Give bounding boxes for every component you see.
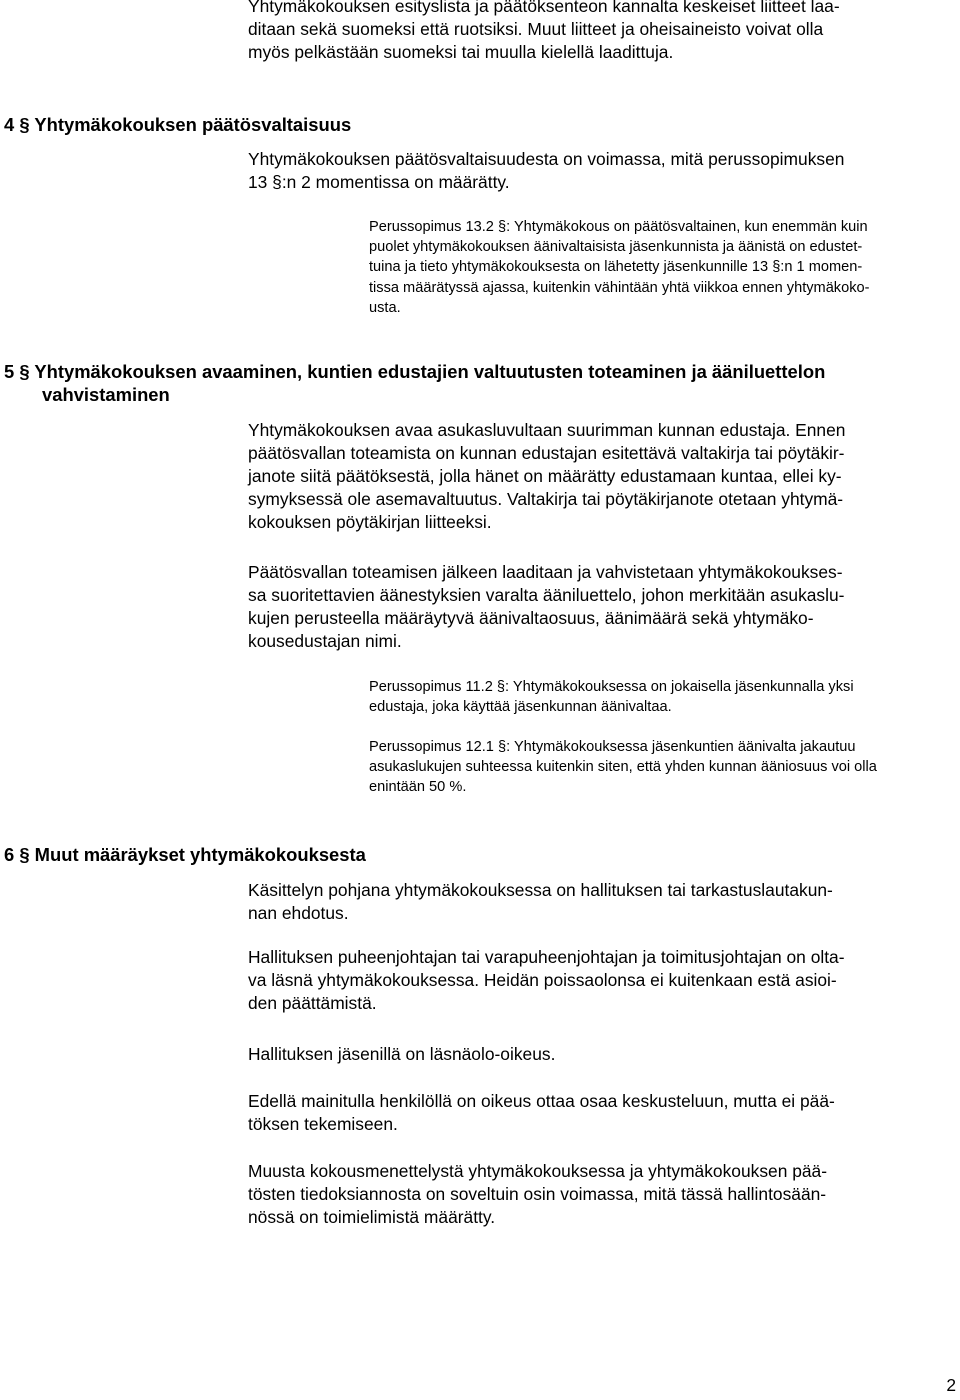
section-6-paragraph-3: [248, 1043, 960, 1066]
section-6-paragraph-5: [248, 1160, 960, 1229]
text-line: janote siitä päätöksestä, jolla hänet on määrätty edustamaan kuntaa, ellei ky-: [248, 466, 842, 486]
text-line: sa suoritettavien äänestyksien varalta ääniluettelo, johon merkitään asukaslu-: [248, 585, 845, 605]
section-4-quote: [369, 217, 960, 318]
text-line: symyksessä ole asemavaltuutus. Valtakirja tai pöytäkirjanote otetaan yhtymä-: [248, 489, 844, 509]
text-line: tuina ja tieto yhtymäkokouksesta on lähetetty jäsenkunnille 13 §:n 1 momen-: [369, 259, 863, 276]
text-line: Perussopimus 11.2 §: Yhtymäkokouksessa on jokaisella jäsenkunnalla yksi: [369, 679, 854, 695]
text-line: kokouksen pöytäkirjan liitteeksi.: [248, 512, 492, 532]
text-line: usta.: [369, 299, 401, 316]
text-line: kousedustajan nimi.: [248, 631, 402, 651]
text-line: Käsittelyn pohjana yhtymäkokouksessa on hallituksen tai tarkastuslautakun-: [248, 880, 833, 900]
text-line: Yhtymäkokouksen päätösvaltaisuudesta on voimassa, mitä perussopimuksen: [248, 149, 845, 169]
section-4-heading: 4 § Yhtymäkokouksen päätösvaltaisuus: [4, 114, 352, 135]
text-line: Päätösvallan toteamisen jälkeen laaditaan ja vahvistetaan yhtymäkokoukses-: [248, 562, 843, 582]
page-number: 2: [946, 1375, 956, 1395]
text-line: Edellä mainitulla henkilöllä on oikeus ottaa osaa keskusteluun, mutta ei pää-: [248, 1091, 835, 1111]
text-line: nössä on toimielimistä määrätty.: [248, 1207, 496, 1227]
text-line: den päättämistä.: [248, 993, 377, 1013]
text-line: töksen tekemiseen.: [248, 1114, 398, 1134]
section-6-heading: 6 § Muut määräykset yhtymäkokouksesta: [4, 844, 366, 865]
text-line: nan ehdotus.: [248, 903, 349, 923]
text-line: asukaslukujen suhteessa kuitenkin siten, että yhden kunnan ääniosuus voi olla: [369, 759, 877, 776]
text-line: ditaan sekä suomeksi että ruotsiksi. Muut liitteet ja oheisaineisto voivat olla: [248, 19, 824, 39]
text-line: 13 §:n 2 momentissa on määrätty.: [248, 172, 510, 192]
text-line: kujen perusteella määräytyvä äänivaltaosuus, äänimäärä sekä yhtymäko-: [248, 608, 814, 628]
text-line: myös pelkästään suomeksi tai muulla kielellä laadittuja.: [248, 42, 674, 62]
text-line: päätösvallan toteamista on kunnan edustajan esitettävä valtakirja tai pöytäkir-: [248, 443, 845, 463]
section-4-paragraph: [248, 148, 960, 194]
text-line: Hallituksen puheenjohtajan tai varapuheenjohtajan ja toimitusjohtajan on olta-: [248, 947, 845, 967]
text-line: puolet yhtymäkokouksen äänivaltaisista jäsenkunnista ja äänistä on edustet-: [369, 239, 863, 256]
heading-line: vahvistaminen: [42, 384, 170, 405]
text-line: tissa määrätyssä ajassa, kuitenkin vähintään yhtä viikkoa ennen yhtymäkoko-: [369, 279, 870, 296]
heading-line: 5 § Yhtymäkokouksen avaaminen, kuntien edustajien valtuutusten toteaminen ja ääniluettelon: [4, 361, 826, 382]
text-line: Yhtymäkokouksen avaa asukasluvultaan suurimman kunnan edustaja. Ennen: [248, 420, 846, 440]
text-line: Hallituksen jäsenillä on läsnäolo-oikeus.: [248, 1044, 556, 1064]
text-line: enintään 50 %.: [369, 779, 467, 796]
text-line: edustaja, joka käyttää jäsenkunnan äänivaltaa.: [369, 699, 672, 716]
text-line: va läsnä yhtymäkokouksessa. Heidän poissaolonsa ei kuitenkaan estä asioi-: [248, 970, 837, 990]
section-5-paragraph-2: [248, 561, 960, 653]
section-5-quote-2: [369, 737, 960, 798]
section-5-paragraph-1: [248, 419, 960, 534]
section-6-paragraph-2: [248, 946, 960, 1015]
text-line: Perussopimus 13.2 §: Yhtymäkokous on päätösvaltainen, kun enemmän kuin: [369, 219, 868, 235]
section-6-paragraph-4: [248, 1090, 960, 1136]
intro-paragraph: [248, 0, 960, 64]
text-line: Yhtymäkokouksen esityslista ja päätöksenteon kannalta keskeiset liitteet laa-: [248, 0, 840, 16]
section-6-paragraph-1: [248, 879, 960, 925]
text-line: Perussopimus 12.1 §: Yhtymäkokouksessa jäsenkuntien äänivalta jakautuu: [369, 739, 856, 755]
text-line: Muusta kokousmenettelystä yhtymäkokouksessa ja yhtymäkokouksen pää-: [248, 1161, 828, 1181]
section-5-heading: [4, 360, 954, 406]
section-5-quote-1: [369, 677, 960, 717]
text-line: tösten tiedoksiannosta on soveltuin osin voimassa, mitä tässä hallintosään-: [248, 1184, 827, 1204]
